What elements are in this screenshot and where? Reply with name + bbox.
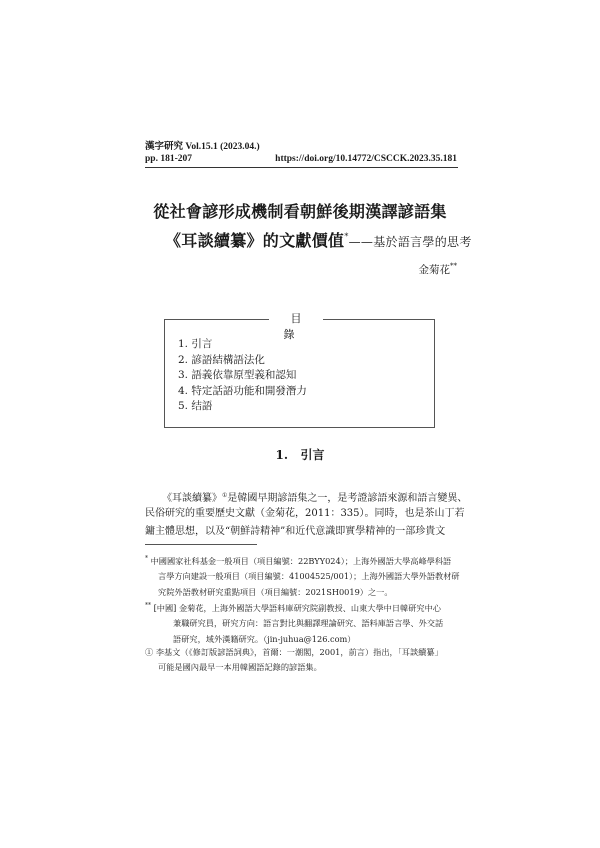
toc-item[interactable]: 2. 諺語結構語法化 xyxy=(178,353,265,366)
toc-item[interactable]: 5. 结語 xyxy=(178,400,213,412)
toc-list xyxy=(178,337,307,415)
footnote-3: ① 李基文（《修訂版諺語詞典》，首爾：一潮閣，2001，前言）指出，「耳談續纂」 可能是國內最早一本用韓國語記錄的諺語集。 xyxy=(145,647,443,673)
footnote-1-mark: * xyxy=(145,555,148,562)
title-line-1: 從社會諺形成機制看朝鮮後期漢譯諺語集 xyxy=(153,202,447,221)
title-line-2 xyxy=(165,228,472,251)
body-line-3: 鏞主體思想，以及“朝鮮詩精神”和近代意識即實學精神的一部珍貴文 xyxy=(145,526,446,537)
doi-link[interactable]: https://doi.org/10.14772/CSCCK.2023.35.181 xyxy=(275,154,457,164)
body-line-2: 民俗研究的重要歷史文獻（金菊花，2011：335）。同時，也是茶山丁若 xyxy=(145,508,465,519)
section-heading: 1. 引言 xyxy=(275,448,325,462)
body-line-1: 《耳談續纂》①是韓國早期諺語集之一，是考證諺語來源和語言變異、 xyxy=(162,492,468,504)
page-range: pp. 181-207 xyxy=(145,154,192,164)
toc-item[interactable]: 3. 語義依靠原型義和認知 xyxy=(178,369,297,381)
title-subtitle: ——基於語言學的思考 xyxy=(348,235,472,249)
footnote-rule xyxy=(145,544,257,545)
author xyxy=(419,262,458,277)
author-note-mark: ** xyxy=(450,262,457,270)
header-rule xyxy=(145,167,458,168)
toc-item[interactable]: 4. 特定話語功能和開發潛力 xyxy=(178,384,307,397)
footnote-3-mark: ① xyxy=(145,647,154,657)
journal-info: 漢字研究 Vol.15.1 (2023.04.) xyxy=(145,142,260,152)
author-name: 金菊花 xyxy=(418,264,450,276)
footnote-ref[interactable]: ① xyxy=(222,492,228,499)
title-main: 《耳談續纂》的文獻價值 xyxy=(165,231,345,250)
title-note-mark: * xyxy=(344,232,349,241)
footnote-1: * 中國國家社科基金一般項目（項目編號：22BYY024）；上海外國語大學高峰學科語 言學方向建設一般項目（項目編號：41004525/001）；上海外國語大學外語教材研 究院外語教材研究重點項目（項目編號：2021SH0019）之一。 xyxy=(145,555,460,597)
toc-item[interactable]: 1. 引言 xyxy=(178,338,213,350)
footnote-2-mark: ** xyxy=(145,602,151,609)
footnote-2: ** [中國] 金菊花，上海外國語大學語料庫研究院副教授、山東大學中日韓研究中心 兼職研究員，研究方向：語言對比與翻譯理論研究、語料庫語言學、外交話 語研究，域外漢籍研究。（jin-juhua@126.com） xyxy=(145,602,444,644)
toc-title: 目錄 xyxy=(269,311,323,327)
